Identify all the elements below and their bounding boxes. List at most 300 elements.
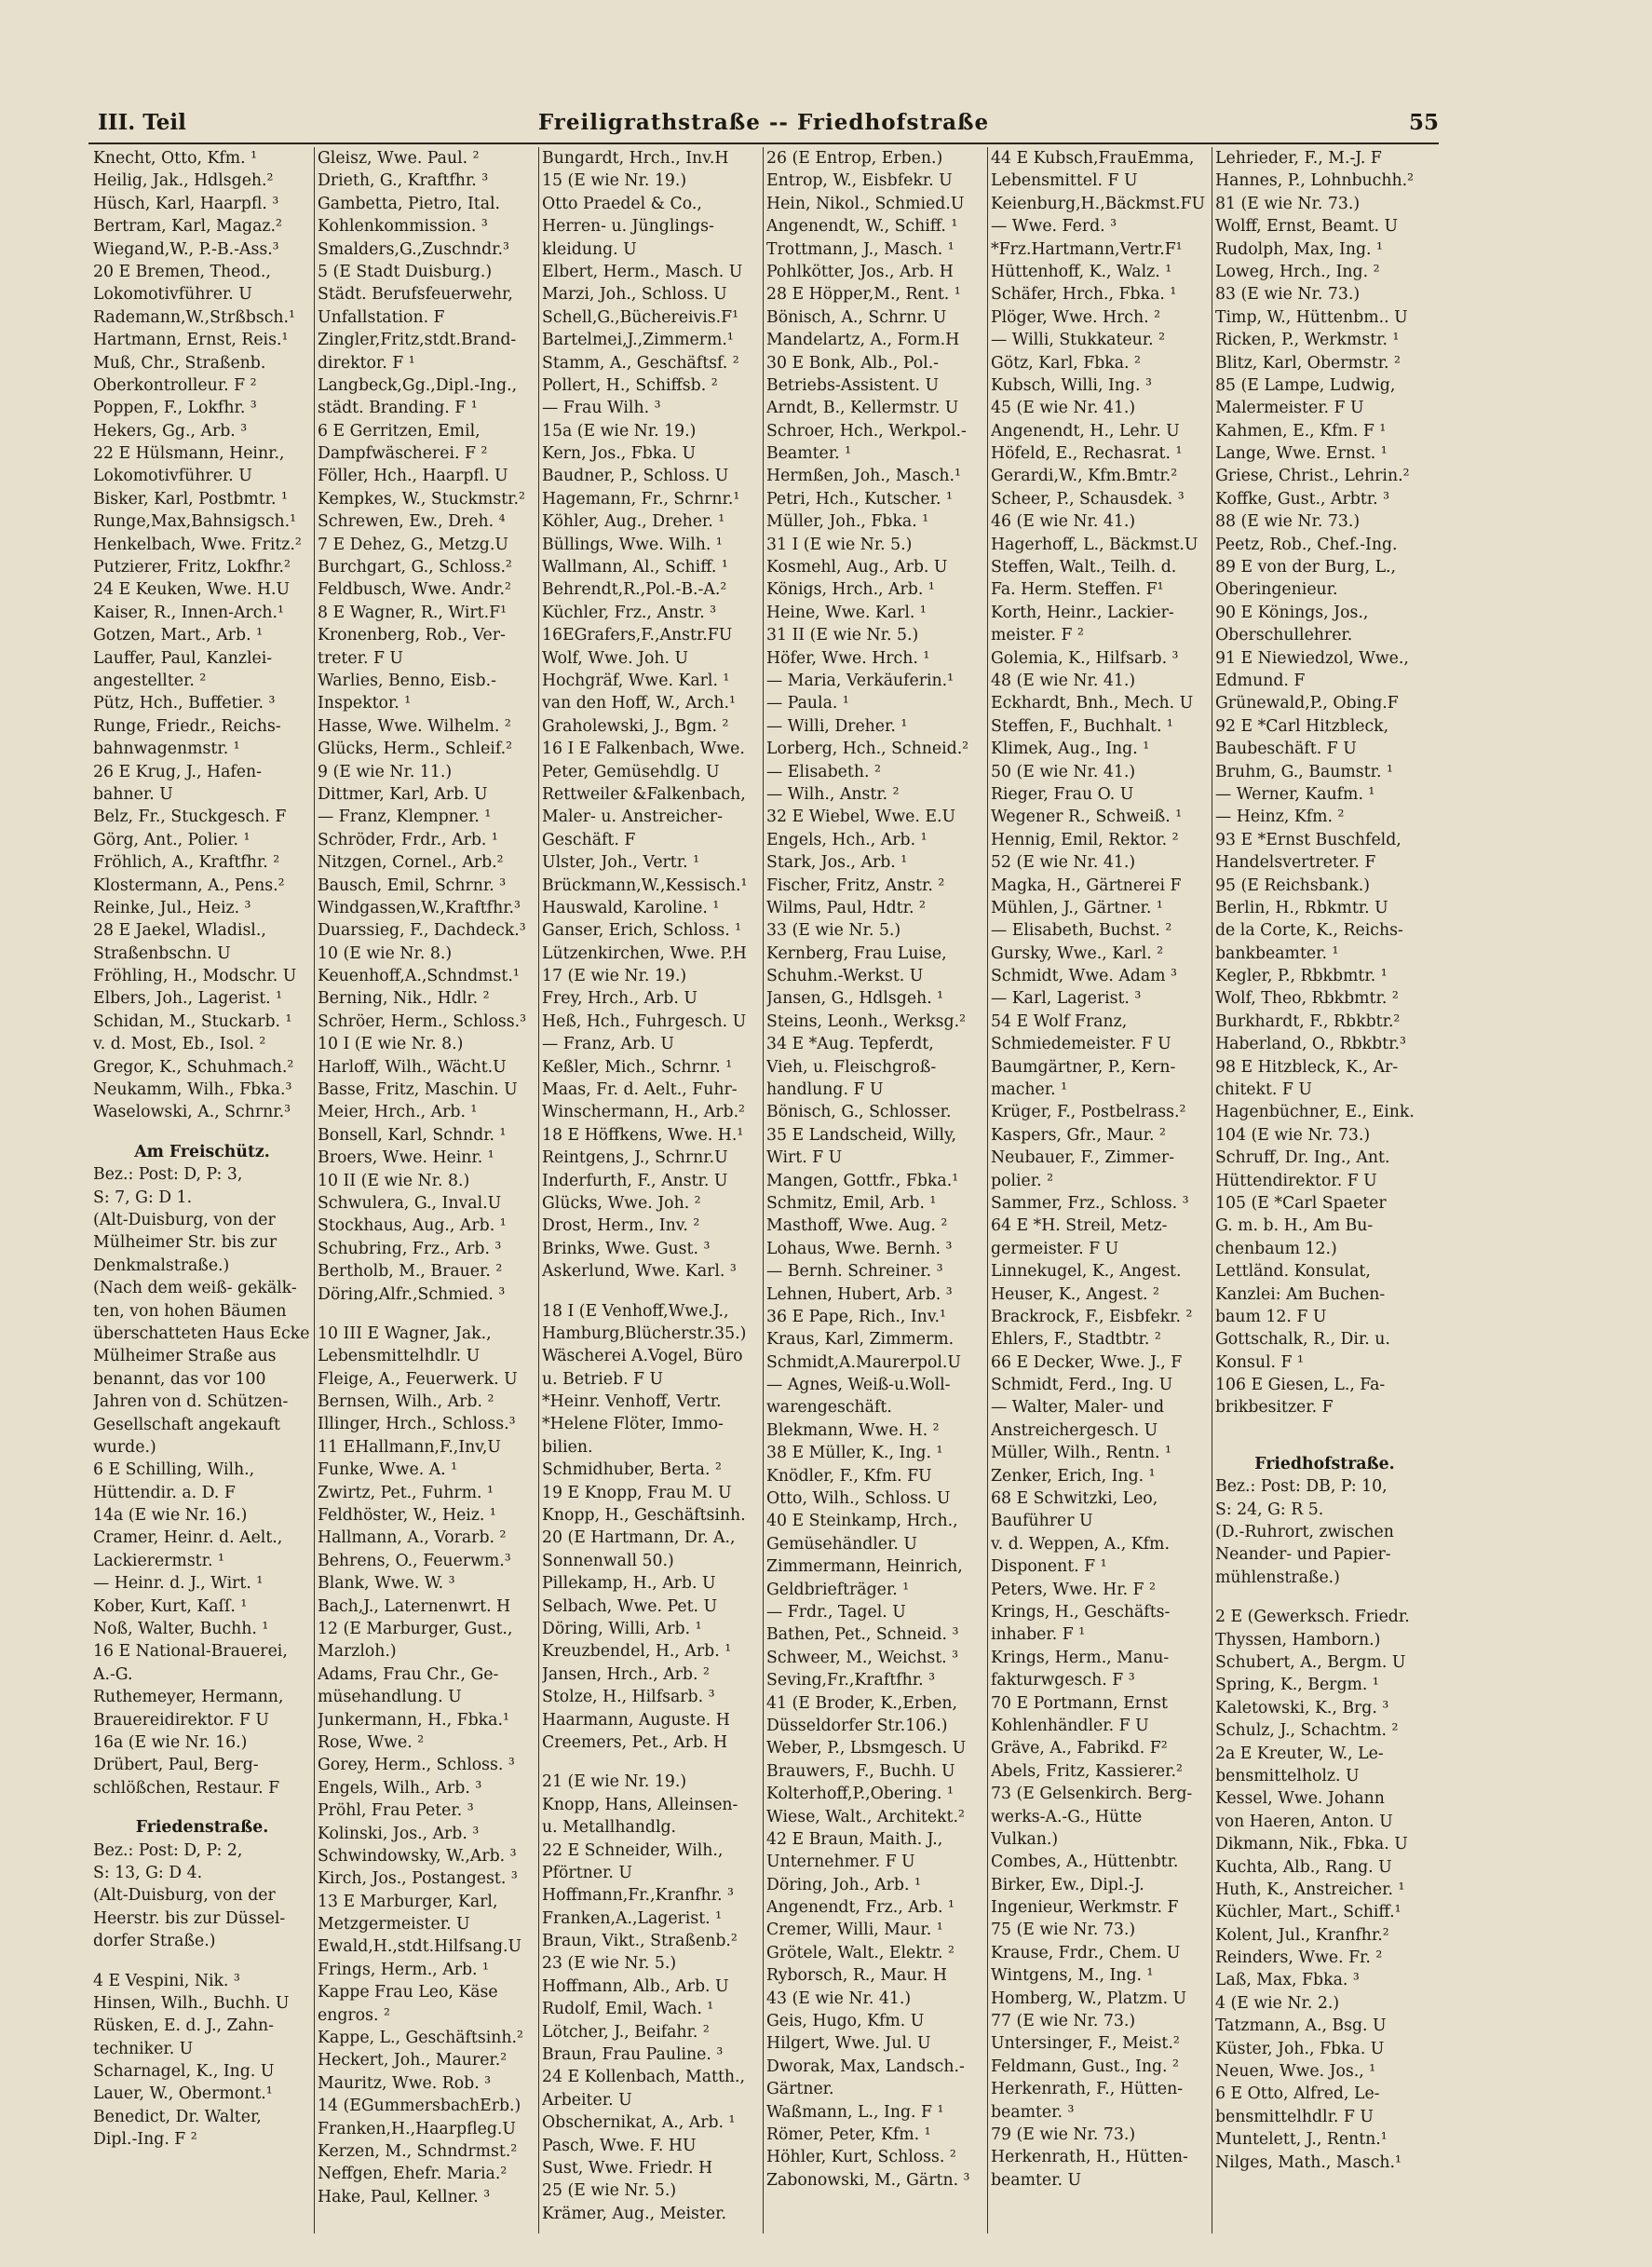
directory-entry: Föller, Hch., Haarpfl. U — [318, 467, 508, 486]
directory-entry: Jansen, Hrch., Arb. ² — [542, 1664, 710, 1684]
directory-entry: 34 E *Aug. Tepferdt, — [766, 1035, 934, 1054]
directory-entry: Kohlenkommission. ³ — [318, 217, 488, 237]
directory-entry: 35 E Landscheid, Willy, — [766, 1125, 957, 1145]
directory-entry: Heine, Wwe. Karl. ¹ — [766, 603, 927, 622]
directory-entry: — Paula. ¹ — [766, 694, 849, 713]
directory-entry: Sust, Wwe. Friedr. H — [542, 2158, 713, 2178]
directory-entry: Peetz, Rob., Chef.-Ing. — [1215, 535, 1398, 554]
directory-entry: Muß, Chr., Straßenb. — [93, 353, 266, 373]
directory-entry: Schmiedemeister. F U — [991, 1035, 1171, 1054]
directory-entry: Eckhardt, Bnh., Mech. U — [991, 694, 1194, 713]
directory-entry: Jansen, G., Hdlsgeh. ¹ — [766, 989, 944, 1009]
directory-entry: Krämer, Aug., Meister. — [542, 2204, 726, 2223]
directory-entry: kleidung. U — [542, 239, 637, 259]
directory-entry: Betriebs-Assistent. U — [766, 375, 940, 395]
directory-entry: Weber, P., Lbsmgesch. U — [766, 1739, 967, 1758]
page-header — [88, 104, 1439, 142]
directory-entry: 14 (EGummersbachErb.) — [318, 2097, 521, 2116]
directory-entry: Schröder, Frdr., Arb. ¹ — [318, 830, 498, 849]
directory-entry: Kerzen, M., Schndrmst.² — [318, 2141, 518, 2161]
directory-entry: Krings, H., Geschäfts- — [991, 1603, 1171, 1622]
directory-entry: Schubring, Frz., Arb. ³ — [318, 1239, 502, 1258]
directory-entry: Peter, Gemüsehdlg. U — [542, 762, 720, 781]
directory-entry: Bernsen, Wilh., Arb. ² — [318, 1392, 494, 1412]
directory-entry: schlößchen, Restaur. F — [93, 1778, 280, 1798]
directory-entry: Steffen, Walt., Teilh. d. — [991, 558, 1177, 577]
directory-entry: Gemüsehändler. U — [766, 1534, 917, 1554]
directory-entry: Heilig, Jak., Hdlsgeh.² — [93, 171, 274, 191]
directory-entry: Dworak, Max, Landsch.- — [766, 2057, 965, 2076]
directory-entry: chitekt. F U — [1215, 1080, 1312, 1100]
directory-entry: 5 (E Stadt Duisburg.) — [318, 262, 493, 281]
directory-entry: 18 E Höffkens, Wwe. H.¹ — [542, 1125, 744, 1145]
directory-entry: Marzloh.) — [318, 1642, 397, 1662]
directory-entry: Höfer, Wwe. Hrch. ¹ — [766, 648, 930, 668]
directory-entry: 17 (E wie Nr. 19.) — [542, 967, 687, 986]
directory-entry: Götz, Karl, Fbka. ² — [991, 353, 1141, 373]
directory-entry: Glücks, Herm., Schleif.² — [318, 740, 513, 759]
directory-entry: 15a (E wie Nr. 19.) — [542, 421, 697, 441]
directory-entry: Berning, Nik., Hdlr. ² — [318, 989, 490, 1009]
directory-entry: Nitzgen, Cornel., Arb.² — [318, 853, 504, 873]
directory-entry: mühlenstraße.) — [1215, 1568, 1340, 1587]
directory-entry: — Werner, Kaufm. ¹ — [1215, 784, 1375, 804]
directory-entry: Wiese, Walt., Architekt.² — [766, 1807, 965, 1826]
directory-entry: Hasse, Wwe. Wilhelm. ² — [318, 716, 511, 736]
directory-entry: Fröhling, H., Modschr. U — [93, 967, 297, 986]
directory-entry: — Walter, Maler- und — [991, 1398, 1165, 1418]
directory-column — [315, 147, 539, 2233]
directory-entry: bilien. — [542, 1437, 593, 1457]
directory-entry: 106 E Giesen, L., Fa- — [1215, 1376, 1386, 1395]
directory-entry: Geldbriefträger. ¹ — [766, 1580, 910, 1599]
directory-entry: Scheer, P., Schausdek. ³ — [991, 489, 1185, 509]
directory-entry: Angenendt, Frz., Arb. ¹ — [766, 1898, 955, 1918]
spacer — [93, 1953, 311, 1970]
directory-entry: Heckert, Joh., Maurer.² — [318, 2051, 508, 2070]
directory-entry: bensmittelhdlr. F U — [1215, 2107, 1374, 2126]
directory-entry: Gregor, K., Schuhmach.² — [93, 1057, 294, 1077]
directory-entry: Fischer, Fritz, Anstr. ² — [766, 876, 945, 895]
directory-entry: Haarmann, Auguste. H — [542, 1710, 730, 1730]
directory-entry: Loweg, Hrch., Ing. ² — [1215, 262, 1380, 281]
directory-entry: 8 E Wagner, R., Wirt.F¹ — [318, 603, 508, 622]
directory-entry: Glücks, Wwe. Joh. ² — [542, 1193, 701, 1213]
directory-entry: Burchgart, G., Schloss.² — [318, 558, 512, 577]
directory-entry: 16 E National-Brauerei, — [93, 1642, 288, 1662]
directory-entry: Gesellschaft angekauft — [93, 1415, 280, 1434]
directory-entry: Golemia, K., Hilfsarb. ³ — [991, 648, 1179, 668]
directory-entry: Kernberg, Frau Luise, — [766, 943, 947, 963]
directory-entry: meister. F ² — [991, 626, 1084, 645]
directory-entry: van den Hoff, W., Arch.¹ — [542, 694, 736, 713]
spacer — [542, 1283, 760, 1300]
directory-entry: Bez.: Post: D, P: 3, — [93, 1165, 243, 1185]
directory-entry: Angenendt, W., Schiff. ¹ — [766, 217, 958, 237]
directory-entry: Hallmann, A., Vorarb. ² — [318, 1528, 507, 1548]
directory-entry: Bez.: Post: D, P: 2, — [93, 1840, 243, 1860]
directory-entry: Kaletowski, K., Brg. ³ — [1215, 1698, 1389, 1717]
directory-entry: 75 (E wie Nr. 73.) — [991, 1921, 1136, 1940]
directory-column — [764, 147, 988, 2233]
directory-entry: Waselowski, A., Schrnr.³ — [93, 1103, 291, 1122]
directory-entry: Waßmann, L., Ing. F ¹ — [766, 2102, 944, 2122]
directory-entry: 31 I (E wie Nr. 5.) — [766, 535, 913, 554]
directory-entry: Junkermann, H., Fbka.¹ — [318, 1710, 509, 1730]
directory-entry: Kubsch, Willi, Ing. ³ — [991, 375, 1152, 395]
directory-entry: Oberingenieur. — [1215, 580, 1338, 600]
directory-entry: Kraus, Karl, Zimmerm. — [766, 1330, 955, 1350]
directory-entry: Lauer, W., Obermont.¹ — [93, 2084, 273, 2104]
spacer — [318, 1306, 535, 1323]
directory-entry: Schmidt,A.Maurerpol.U — [766, 1352, 961, 1372]
directory-entry: Basse, Fritz, Maschin. U — [318, 1080, 518, 1100]
directory-entry: 10 III E Wagner, Jak., — [318, 1324, 492, 1343]
directory-entry: Hoffmann, Alb., Arb. U — [542, 1976, 729, 1996]
spacer — [1215, 1419, 1434, 1436]
page-number: 55 — [1408, 110, 1439, 135]
directory-entry: (D.-Ruhrort, zwischen — [1215, 1523, 1394, 1542]
directory-entry: 10 I (E wie Nr. 8.) — [318, 1035, 464, 1054]
directory-entry: Franken,A.,Lagerist. ¹ — [542, 1908, 723, 1928]
directory-entry: dorfer Straße.) — [93, 1932, 216, 1951]
directory-entry: Fleige, A., Feuerwerk. U — [318, 1369, 518, 1389]
directory-entry: Lötcher, J., Beifahr. ² — [542, 2022, 710, 2042]
directory-entry: Büllings, Wwe. Wilh. ¹ — [542, 535, 723, 554]
directory-entry: u. Betrieb. F U — [542, 1369, 664, 1389]
directory-entry: 19 E Knopp, Frau M. U — [542, 1483, 732, 1502]
directory-entry: Mauritz, Wwe. Rob. ³ — [318, 2073, 492, 2093]
directory-entry: — Bernh. Schreiner. ³ — [766, 1262, 943, 1282]
directory-entry: 43 (E wie Nr. 41.) — [766, 1989, 912, 2008]
directory-entry: Zimmermann, Heinrich, — [766, 1557, 963, 1577]
directory-entry: Lebensmittel. F U — [991, 171, 1138, 191]
directory-entry: Ingenieur, Werkmstr. F — [991, 1898, 1179, 1918]
directory-entry: Rademann,W.,Strßbsch.¹ — [93, 307, 295, 327]
directory-entry: Untersinger, F., Meist.² — [991, 2034, 1180, 2054]
directory-entry: *Frz.Hartmann,Vertr.F¹ — [991, 239, 1183, 259]
directory-entry: — Frdr., Tagel. U — [766, 1603, 906, 1622]
directory-entry: — Franz, Arb. U — [542, 1035, 674, 1054]
directory-entry: Elbers, Joh., Lagerist. ¹ — [93, 989, 283, 1009]
directory-entry: Unternehmer. F U — [766, 1853, 915, 1872]
directory-entry: Bruhm, G., Baumstr. ¹ — [1215, 762, 1393, 781]
directory-column — [90, 147, 315, 2233]
directory-entry: 31 II (E wie Nr. 5.) — [766, 626, 919, 645]
directory-entry: Stolze, H., Hilfsarb. ³ — [542, 1688, 715, 1707]
directory-entry: 46 (E wie Nr. 41.) — [991, 512, 1136, 532]
directory-entry: 7 E Dehez, G., Metzg.U — [318, 535, 508, 554]
directory-entry: Bathen, Pet., Schneid. ³ — [766, 1625, 959, 1645]
directory-entry: Mandelartz, A., Form.H — [766, 331, 960, 350]
directory-entry: Stockhaus, Aug., Arb. ¹ — [318, 1216, 507, 1236]
directory-entry: 45 (E wie Nr. 41.) — [991, 399, 1136, 418]
directory-entry: 36 E Pape, Rich., Inv.¹ — [766, 1307, 946, 1326]
directory-entry: 14a (E wie Nr. 16.) — [93, 1506, 248, 1526]
directory-entry: Lange, Wwe. Ernst. ¹ — [1215, 444, 1388, 464]
directory-entry: v. d. Weppen, A., Kfm. — [991, 1534, 1170, 1554]
directory-entry: Grötele, Walt., Elektr. ² — [766, 1943, 955, 1962]
directory-entry: Hagenbüchner, E., Eink. — [1215, 1103, 1415, 1122]
directory-entry: Pütz, Hch., Buffetier. ³ — [93, 694, 276, 713]
directory-entry: Tatzmann, A., Bsg. U — [1215, 2016, 1387, 2036]
directory-entry: 68 E Schwitzki, Leo, — [991, 1489, 1158, 1509]
directory-entry: Drieth, G., Kraftfhr. ³ — [318, 171, 489, 191]
directory-entry: Lohaus, Wwe. Bernh. ³ — [766, 1239, 953, 1258]
directory-entry: Lauffer, Paul, Kanzlei- — [93, 648, 273, 668]
directory-entry: Braun, Vikt., Straßenb.² — [542, 1932, 738, 1951]
directory-entry: Cremer, Willi, Maur. ¹ — [766, 1921, 943, 1940]
directory-entry: Hermßen, Joh., Masch.¹ — [766, 467, 961, 486]
spacer — [93, 1799, 311, 1816]
directory-entry: 20 E Bremen, Theod., — [93, 262, 271, 281]
directory-entry: 98 E Hitzbleck, K., Ar- — [1215, 1057, 1399, 1077]
directory-entry: Brinks, Wwe. Gust. ³ — [542, 1239, 711, 1258]
directory-entry: Pröhl, Frau Peter. ³ — [318, 1801, 474, 1821]
directory-entry: Poppen, F., Lokfhr. ³ — [93, 399, 257, 418]
directory-entry: Baubeschäft. F U — [1215, 740, 1357, 759]
directory-entry: Wallmann, Al., Schiff. ¹ — [542, 558, 728, 577]
directory-entry: Kaiser, R., Innen-Arch.¹ — [93, 603, 284, 622]
directory-entry: Frings, Herm., Arb. ¹ — [318, 1960, 489, 1979]
directory-entry: — Agnes, Weiß-u.Woll- — [766, 1376, 951, 1395]
directory-entry: Lettländ. Konsulat, — [1215, 1262, 1371, 1282]
directory-entry: 12 (E Marburger, Gust., — [318, 1620, 513, 1638]
directory-entry: Fa. Herm. Steffen. F¹ — [991, 580, 1164, 600]
directory-entry: Selbach, Wwe. Pet. U — [542, 1596, 718, 1616]
directory-entry: (Alt-Duisburg, von der — [93, 1886, 276, 1906]
directory-entry: Kanzlei: Am Buchen- — [1215, 1284, 1386, 1304]
directory-entry: Harloff, Wilh., Wächt.U — [318, 1057, 507, 1077]
directory-entry: 52 (E wie Nr. 41.) — [991, 853, 1136, 873]
directory-entry: Baumgärtner, P., Kern- — [991, 1057, 1176, 1077]
directory-entry: Rieger, Frau O. U — [991, 784, 1134, 804]
directory-entry: 104 (E wie Nr. 73.) — [1215, 1125, 1371, 1145]
directory-entry: Schwindowsky, W.,Arb. ³ — [318, 1846, 517, 1866]
directory-entry: Dittmer, Karl, Arb. U — [318, 784, 488, 804]
directory-entry: Denkmalstraße.) — [93, 1256, 230, 1275]
directory-entry: 40 E Steinkamp, Hrch., — [766, 1512, 958, 1531]
directory-entry: Thyssen, Hamborn.) — [1215, 1630, 1381, 1649]
directory-entry: Bausch, Emil, Schrnr. ³ — [318, 876, 507, 895]
directory-entry: Oberschullehrer. — [1215, 626, 1353, 645]
directory-entry: Bach,J., Laternenwrt. H — [318, 1596, 511, 1616]
directory-entry: 89 E von der Burg, L., — [1215, 558, 1397, 577]
directory-entry: Franken,H.,Haarpfleg.U — [318, 2119, 516, 2138]
directory-entry: Reintgens, J., Schrnr.U — [542, 1148, 728, 1168]
directory-entry: Görg, Ant., Polier. ¹ — [93, 830, 251, 849]
directory-entry: Griese, Christ., Lehrin.² — [1215, 467, 1410, 486]
directory-entry: Müller, Wilh., Rentn. ¹ — [991, 1444, 1171, 1463]
directory-entry: benannt, das vor 100 — [93, 1369, 266, 1389]
directory-entry: 11 EHallmann,F.,Inv,U — [318, 1437, 501, 1457]
directory-entry: beamter. ³ — [991, 2102, 1075, 2122]
directory-entry: direktor. F ¹ — [318, 353, 415, 373]
directory-entry: Neuen, Wwe. Jos., ¹ — [1215, 2062, 1376, 2082]
directory-entry: Creemers, Pet., Arb. H — [542, 1732, 728, 1752]
directory-entry: Baudner, P., Schloss. U — [542, 467, 729, 486]
directory-entry: 42 E Braun, Maith. J., — [766, 1829, 943, 1849]
directory-entry: — Wilh., Anstr. ² — [766, 784, 900, 804]
directory-entry: Adams, Frau Chr., Ge- — [318, 1664, 499, 1684]
directory-entry: Schuhm.-Werkst. U — [766, 967, 924, 986]
directory-entry: 6 E Gerritzen, Emil, — [318, 421, 481, 441]
directory-entry: 21 (E wie Nr. 19.) — [542, 1772, 687, 1792]
directory-entry: Kessel, Wwe. Johann — [1215, 1789, 1385, 1809]
directory-entry: Bonsell, Karl, Schndr. ¹ — [318, 1125, 507, 1145]
directory-entry: 64 E *H. Streil, Metz- — [991, 1216, 1168, 1236]
directory-entry: Malermeister. F U — [1215, 399, 1364, 418]
directory-entry: Feldmann, Gust., Ing. ² — [991, 2057, 1179, 2076]
directory-entry: Jahren von d. Schützen- — [93, 1392, 289, 1412]
directory-entry: Muntelett, J., Rentn.¹ — [1215, 2130, 1388, 2150]
directory-entry: — Frau Wilh. ³ — [542, 399, 661, 418]
directory-entry: Bönisch, A., Schrnr. U — [766, 307, 947, 327]
directory-entry: Graholewski, J., Bgm. ² — [542, 716, 729, 736]
directory-entry: Hennig, Emil, Rektor. ² — [991, 830, 1179, 849]
directory-entry: Blank, Wwe. W. ³ — [318, 1574, 455, 1594]
directory-entry: Neubauer, F., Zimmer- — [991, 1148, 1174, 1168]
directory-entry: Sonnenwall 50.) — [542, 1551, 674, 1570]
directory-entry: brikbesitzer. F — [1215, 1398, 1334, 1418]
directory-entry: Handelsvertreter. F — [1215, 853, 1376, 873]
directory-entry: werks-A.-G., Hütte — [991, 1807, 1143, 1826]
directory-entry: Hüttendirektor. F U — [1215, 1171, 1377, 1190]
directory-entry: inhaber. F ¹ — [991, 1625, 1086, 1645]
directory-entry: u. Metallhandlg. — [542, 1818, 677, 1838]
directory-entry: Keßler, Mich., Schrnr. ¹ — [542, 1057, 733, 1077]
directory-entry: Krüger, F., Postbelrass.² — [991, 1103, 1186, 1122]
directory-entry: 2 E (Gewerksch. Friedr. — [1215, 1608, 1410, 1627]
directory-entry: Ehlers, F., Stadtbtr. ² — [991, 1330, 1161, 1350]
directory-entry: Pollert, H., Schiffsb. ² — [542, 375, 718, 395]
directory-entry: Brauwers, F., Buchh. U — [766, 1761, 955, 1781]
directory-entry: Rettweiler &Falkenbach, — [542, 784, 746, 804]
directory-entry: *Helene Flöter, Immo- — [542, 1415, 724, 1434]
directory-entry: Hartmann, Ernst, Reis.¹ — [93, 331, 289, 350]
directory-entry: — Willi, Stukkateur. ² — [991, 331, 1166, 350]
directory-entry: Zabonowski, M., Gärtn. ³ — [766, 2170, 970, 2190]
directory-entry: 2a E Kreuter, W., Le- — [1215, 1744, 1384, 1763]
directory-entry: Maler- u. Anstreicher- — [542, 808, 724, 827]
directory-entry: Stark, Jos., Arb. ¹ — [766, 853, 908, 873]
directory-entry: Krause, Frdr., Chem. U — [991, 1943, 1181, 1962]
directory-entry: Henkelbach, Wwe. Fritz.² — [93, 535, 302, 554]
directory-entry: Kosmehl, Aug., Arb. U — [766, 558, 948, 577]
directory-entry: S: 7, G: D 1. — [93, 1188, 193, 1207]
directory-entry: Kappe Frau Leo, Käse — [318, 1983, 498, 2002]
directory-entry: überschatteten Haus Ecke — [93, 1324, 310, 1343]
directory-entry: Schidan, M., Stuckarb. ¹ — [93, 1011, 292, 1031]
directory-entry: bahnwagenmstr. ¹ — [93, 740, 240, 759]
directory-entry: Pasch, Wwe. F. HU — [542, 2136, 697, 2155]
directory-entry: Pförtner. U — [542, 1863, 632, 1882]
directory-entry: 23 (E wie Nr. 5.) — [542, 1954, 677, 1974]
directory-entry: — Elisabeth. ² — [766, 762, 881, 781]
directory-entry: Engels, Hch., Arb. ¹ — [766, 830, 928, 849]
directory-entry: Städt. Berufsfeuerwehr, — [318, 285, 513, 305]
directory-entry: Broers, Wwe. Heinr. ¹ — [318, 1148, 494, 1168]
directory-entry: Linnekugel, K., Angest. — [991, 1262, 1182, 1282]
directory-entry: Mangen, Gottfr., Fbka.¹ — [766, 1171, 959, 1190]
directory-entry: Schulz, J., Schachtm. ² — [1215, 1721, 1399, 1741]
directory-entry: Scharnagel, K., Ing. U — [93, 2062, 275, 2082]
directory-entry: Geis, Hugo, Kfm. U — [766, 2012, 925, 2031]
directory-entry: Lehnen, Hubert, Arb. ³ — [766, 1284, 953, 1304]
directory-entry: 70 E Portmann, Ernst — [991, 1693, 1168, 1713]
directory-entry: 93 E *Ernst Buschfeld, — [1215, 830, 1401, 849]
directory-entry: Küchler, Frz., Anstr. ³ — [542, 603, 717, 622]
directory-entry: Wegener R., Schweiß. ¹ — [991, 808, 1183, 827]
directory-entry: Funke, Wwe. A. ¹ — [318, 1460, 458, 1480]
directory-entry: Hüttendir. a. D. F — [93, 1483, 236, 1502]
directory-entry: Neukamm, Wilh., Fbka.³ — [93, 1080, 292, 1100]
directory-entry: 66 E Decker, Wwe. J., F — [991, 1352, 1183, 1372]
directory-entry: Neffgen, Ehefr. Maria.² — [318, 2165, 508, 2184]
directory-entry: Langbeck,Gg.,Dipl.-Ing., — [318, 375, 518, 395]
spacer — [93, 1124, 311, 1141]
directory-entry: 26 E Krug, J., Hafen- — [93, 762, 262, 781]
directory-entry: Homberg, W., Platzm. U — [991, 1989, 1187, 2008]
directory-entry: Plöger, Wwe. Hrch. ² — [991, 307, 1161, 327]
directory-entry: Straßenbschn. U — [93, 943, 231, 963]
directory-entry: Marzi, Joh., Schloss. U — [542, 285, 727, 305]
directory-entry: germeister. F U — [991, 1239, 1119, 1258]
directory-entry: Meier, Hrch., Arb. ¹ — [318, 1103, 478, 1122]
directory-entry: Schäfer, Hrch., Fbka. ¹ — [991, 285, 1177, 305]
directory-entry: Otto Praedel & Co., — [542, 194, 702, 213]
directory-entry: Steffen, F., Buchhalt. ¹ — [991, 716, 1173, 736]
directory-entry: Knopp, H., Geschäftsinh. — [542, 1506, 746, 1526]
spacer — [1215, 1436, 1434, 1453]
directory-entry: Arndt, B., Kellermstr. U — [766, 399, 959, 418]
directory-entry: Petri, Hch., Kutscher. ¹ — [766, 489, 953, 509]
directory-entry: 90 E Könings, Jos., — [1215, 603, 1369, 622]
directory-entry: 81 (E wie Nr. 73.) — [1215, 194, 1361, 213]
directory-entry: Otto, Wilh., Schloss. U — [766, 1489, 951, 1509]
directory-entry: Kronenberg, Rob., Ver- — [318, 626, 506, 645]
directory-entry: 20 (E Hartmann, Dr. A., — [542, 1528, 736, 1548]
directory-entry: Ewald,H.,stdt.Hilfsang.U — [318, 1937, 522, 1957]
directory-entry: Vieh, u. Fleischgroß- — [766, 1057, 937, 1077]
directory-entry: Schmitz, Emil, Arb. ¹ — [766, 1193, 937, 1213]
directory-entry: 26 (E Entrop, Erben.) — [766, 149, 943, 168]
directory-entry: Beamter. ¹ — [766, 444, 852, 464]
directory-entry: Döring,Alfr.,Schmied. ³ — [318, 1284, 506, 1304]
spacer — [1215, 1589, 1434, 1606]
directory-entry: Hamburg,Blücherstr.35.) — [542, 1324, 747, 1343]
directory-entry: Gursky, Wwe., Karl. ² — [991, 943, 1164, 963]
directory-entry: Vulkan.) — [991, 1829, 1059, 1849]
directory-entry: 15 (E wie Nr. 19.) — [542, 171, 687, 191]
directory-entry: Schmidhuber, Berta. ² — [542, 1460, 722, 1480]
directory-entry: Trottmann, J., Masch. ¹ — [766, 239, 955, 259]
directory-entry: 38 E Müller, K., Ing. ¹ — [766, 1444, 943, 1463]
directory-entry: Bez.: Post: DB, P: 10, — [1215, 1477, 1388, 1497]
directory-entry: Edmund. F — [1215, 671, 1306, 690]
directory-entry: Wilms, Paul, Hdtr. ² — [766, 898, 926, 917]
directory-entry: 4 E Vespini, Nik. ³ — [93, 1971, 240, 1990]
directory-entry: Lebensmittelhdlr. U — [318, 1347, 481, 1366]
directory-columns — [90, 147, 1439, 2233]
directory-entry: Inspektor. ¹ — [318, 694, 412, 713]
directory-entry: Wintgens, M., Ing. ¹ — [991, 1966, 1154, 1986]
directory-entry: Gräve, A., Fabrikd. F² — [991, 1739, 1168, 1758]
directory-entry: fakturwgesch. F ³ — [991, 1671, 1135, 1690]
directory-entry: Neander- und Papier- — [1215, 1545, 1391, 1565]
directory-entry: Kohlenhändler. F U — [991, 1716, 1149, 1735]
directory-entry: chenbaum 12.) — [1215, 1239, 1337, 1258]
